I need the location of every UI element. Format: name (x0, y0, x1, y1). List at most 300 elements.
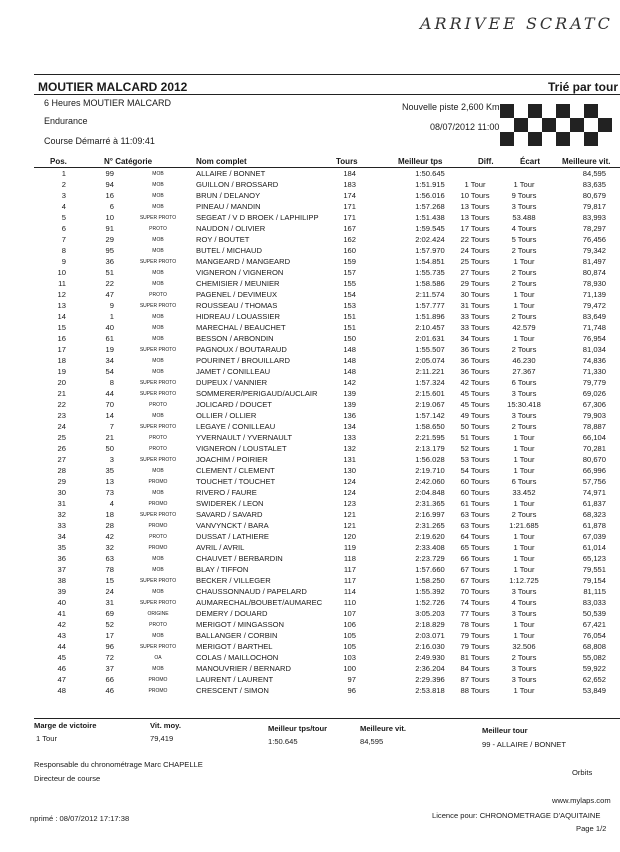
cell-pos: 18 (57, 356, 66, 365)
cell-ecart: 6 Tours (511, 378, 537, 387)
cell-name: MARECHAL / BEAUCHET (196, 323, 286, 332)
cell-tours: 131 (343, 455, 356, 464)
cell-best: 2:21.595 (415, 433, 445, 442)
cell-pos: 17 (57, 345, 66, 354)
cell-vit: 67,039 (582, 532, 606, 541)
cell-diff: 63 Tours (460, 510, 490, 519)
cell-vit: 79,342 (582, 246, 606, 255)
cell-cat: OA (154, 655, 162, 661)
cell-ecart: 1 Tour (513, 620, 535, 629)
cell-vit: 59,922 (582, 664, 606, 673)
cell-best: 2:18.829 (415, 620, 445, 629)
cell-num: 44 (105, 389, 114, 398)
cell-tours: 171 (343, 202, 356, 211)
race-datetime: 08/07/2012 11:00 (430, 122, 500, 132)
table-row (0, 224, 620, 235)
cell-tours: 142 (343, 378, 356, 387)
cell-diff: 10 Tours (460, 191, 490, 200)
cell-cat: SUPER PROTO (139, 347, 177, 353)
cell-vit: 84,595 (582, 169, 606, 178)
cell-tours: 117 (343, 565, 356, 574)
cell-tours: 183 (343, 180, 356, 189)
cell-name: HIDREAU / LOUASSIER (196, 312, 280, 321)
cell-diff: 65 Tours (460, 543, 490, 552)
cell-best: 1:52.726 (415, 598, 445, 607)
table-row (0, 279, 620, 290)
cell-vit: 79,472 (582, 301, 606, 310)
cell-cat: MOB (152, 193, 164, 199)
cell-cat: MOB (152, 589, 164, 595)
cell-best: 1:57.777 (415, 301, 445, 310)
cell-pos: 24 (57, 422, 66, 431)
cell-name: MANOUVRIER / BERNARD (196, 664, 291, 673)
table-row (0, 312, 620, 323)
best-speed-label: Meilleure vit. (360, 724, 407, 733)
cell-name: PINEAU / MANDIN (196, 202, 261, 211)
cell-cat: MOB (152, 490, 164, 496)
cell-cat: MOB (152, 248, 164, 254)
cell-num: 31 (105, 598, 114, 607)
cell-cat: MOB (152, 556, 164, 562)
col-best: Meilleur tps (398, 157, 443, 166)
table-row (0, 444, 620, 455)
cell-best: 1:51.896 (415, 312, 445, 321)
cell-vit: 80,670 (582, 455, 606, 464)
best-speed-value: 84,595 (360, 737, 384, 746)
cell-cat: MOB (152, 468, 164, 474)
table-row (0, 400, 620, 411)
cell-name: ROY / BOUTET (196, 235, 250, 244)
cell-num: 8 (109, 378, 114, 387)
cell-pos: 34 (57, 532, 66, 541)
cell-diff: 77 Tours (460, 609, 490, 618)
table-row (0, 213, 620, 224)
cell-num: 34 (105, 356, 114, 365)
cell-num: 73 (105, 488, 114, 497)
cell-vit: 74,836 (582, 356, 606, 365)
cell-num: 29 (105, 235, 114, 244)
cell-ecart: 2 Tours (511, 312, 537, 321)
cell-vit: 76,054 (582, 631, 606, 640)
table-row (0, 653, 620, 664)
cell-best: 2:31.265 (415, 521, 445, 530)
licence: Licence pour: CHRONOMETRAGE D'AQUITAINE (432, 811, 601, 820)
cell-ecart: 1 Tour (513, 433, 535, 442)
cell-ecart: 1 Tour (513, 532, 535, 541)
cell-pos: 10 (57, 268, 66, 277)
table-row (0, 191, 620, 202)
cell-cat: SUPER PROTO (139, 457, 177, 463)
cell-vit: 66,996 (582, 466, 606, 475)
website: www.mylaps.com (552, 796, 611, 805)
table-row (0, 345, 620, 356)
cell-name: PAGENEL / DEVIMEUX (196, 290, 278, 299)
table-row (0, 389, 620, 400)
cell-name: TOUCHET / TOUCHET (196, 477, 276, 486)
cell-best: 1:57.324 (415, 378, 445, 387)
cell-best: 1:59.545 (415, 224, 445, 233)
cell-num: 50 (105, 444, 114, 453)
cell-num: 22 (105, 279, 114, 288)
cell-tours: 136 (343, 411, 356, 420)
cell-ecart: 3 Tours (511, 202, 537, 211)
cell-vit: 68,323 (582, 510, 606, 519)
cell-diff: 33 Tours (460, 312, 490, 321)
cell-name: ROUSSEAU / THOMAS (196, 301, 278, 310)
cell-tours: 151 (343, 323, 356, 332)
cell-cat: MOB (152, 633, 164, 639)
cell-cat: SUPER PROTO (139, 644, 177, 650)
table-row (0, 609, 620, 620)
cell-vit: 55,082 (582, 653, 606, 662)
table-row (0, 455, 620, 466)
cell-pos: 11 (58, 279, 66, 288)
cell-tours: 159 (343, 257, 356, 266)
cell-pos: 39 (57, 587, 66, 596)
cell-cat: PROTO (149, 622, 167, 628)
cell-vit: 81,034 (582, 345, 606, 354)
cell-vit: 83,635 (582, 180, 606, 189)
cell-cat: PROTO (149, 402, 167, 408)
cell-num: 42 (105, 532, 114, 541)
cell-diff: 22 Tours (460, 235, 490, 244)
race-start: Course Démarré à 11:09:41 (44, 136, 155, 146)
checkered-flag-icon (500, 104, 620, 146)
cell-diff: 29 Tours (460, 279, 490, 288)
cell-cat: PROTO (149, 446, 167, 452)
cell-cat: PROMO (148, 545, 168, 551)
table-row (0, 290, 620, 301)
cell-ecart: 1 Tour (513, 301, 535, 310)
cell-name: AUMARECHAL/BOUBET/AUMAREC (196, 598, 323, 607)
cell-vit: 68,808 (582, 642, 606, 651)
table-row (0, 180, 620, 191)
cell-pos: 20 (57, 378, 66, 387)
margin-label: Marge de victoire (34, 721, 97, 730)
cell-tours: 120 (343, 532, 356, 541)
table-row (0, 246, 620, 257)
cell-diff: 36 Tours (460, 345, 490, 354)
cell-pos: 23 (57, 411, 66, 420)
cell-cat: MOB (152, 171, 164, 177)
cell-name: JOLICARD / DOUCET (196, 400, 272, 409)
cell-tours: 123 (343, 499, 356, 508)
best-lap-value: 1:50.645 (268, 737, 298, 746)
table-row (0, 521, 620, 532)
cell-ecart: 4 Tours (511, 224, 537, 233)
cell-vit: 71,748 (582, 323, 606, 332)
cell-num: 1 (109, 312, 114, 321)
table-row (0, 477, 620, 488)
cell-tours: 148 (343, 356, 356, 365)
cell-cat: MOB (152, 413, 164, 419)
table-row (0, 169, 620, 180)
cell-tours: 105 (343, 631, 356, 640)
cell-tours: 121 (343, 510, 356, 519)
cell-tours: 106 (343, 620, 356, 629)
cell-num: 10 (105, 213, 114, 222)
cell-ecart: 2 Tours (511, 345, 537, 354)
cell-name: LAURENT / LAURENT (196, 675, 274, 684)
col-ecart: Écart (520, 157, 541, 166)
cell-pos: 3 (61, 191, 66, 200)
cell-diff: 50 Tours (460, 422, 490, 431)
cell-pos: 47 (57, 675, 66, 684)
cell-best: 2:19.710 (415, 466, 445, 475)
cell-ecart: 1 Tour (513, 631, 535, 640)
cell-num: 24 (105, 587, 114, 596)
cell-diff: 66 Tours (460, 554, 490, 563)
cell-pos: 33 (57, 521, 66, 530)
top-rule (34, 74, 620, 75)
table-row (0, 576, 620, 587)
cell-vit: 76,954 (582, 334, 606, 343)
cell-name: YVERNAULT / YVERNAULT (196, 433, 293, 442)
cell-tours: 154 (343, 290, 356, 299)
cell-best: 2:19.620 (415, 532, 445, 541)
race-director: Directeur de course (34, 774, 101, 783)
cell-vit: 67,306 (582, 400, 606, 409)
cell-pos: 40 (57, 598, 66, 607)
cell-name: ALLAIRE / BONNET (196, 169, 266, 178)
cell-pos: 29 (57, 477, 66, 486)
cell-tours: 160 (343, 246, 356, 255)
cell-ecart: 2 Tours (511, 279, 537, 288)
cell-num: 66 (105, 675, 114, 684)
cell-num: 70 (105, 400, 114, 409)
cell-num: 17 (105, 631, 114, 640)
cell-ecart: 2 Tours (511, 422, 537, 431)
cell-ecart: 33.452 (512, 488, 536, 497)
cell-tours: 114 (343, 587, 356, 596)
table-row (0, 510, 620, 521)
cell-ecart: 1 Tour (513, 444, 535, 453)
cell-diff: 17 Tours (460, 224, 490, 233)
cell-diff: 49 Tours (460, 411, 490, 420)
cell-cat: MOB (152, 237, 164, 243)
cell-cat: MOB (152, 336, 164, 342)
cell-num: 69 (105, 609, 114, 618)
cell-best: 1:57.970 (415, 246, 445, 255)
table-row (0, 598, 620, 609)
cell-cat: SUPER PROTO (139, 303, 177, 309)
cell-best: 1:57.660 (415, 565, 445, 574)
cell-num: 35 (105, 466, 114, 475)
cell-cat: SUPER PROTO (139, 512, 177, 518)
cell-name: BESSON / ARBONDIN (196, 334, 274, 343)
cell-ecart: 1 Tour (513, 466, 535, 475)
cell-diff: 60 Tours (460, 477, 490, 486)
cell-best: 2:03.071 (415, 631, 445, 640)
cell-vit: 83,649 (582, 312, 606, 321)
avg-label: Vit. moy. (150, 721, 181, 730)
cell-name: BALLANGER / CORBIN (196, 631, 278, 640)
cell-cat: MOB (152, 270, 164, 276)
cell-best: 1:57.268 (415, 202, 445, 211)
cell-diff: 63 Tours (460, 521, 490, 530)
cell-num: 96 (105, 642, 114, 651)
cell-best: 2:42.060 (415, 477, 445, 486)
cell-ecart: 42.579 (512, 323, 536, 332)
cell-num: 47 (105, 290, 114, 299)
cell-cat: SUPER PROTO (139, 600, 177, 606)
cell-cat: ORIGINE (147, 611, 169, 617)
cell-pos: 37 (57, 565, 66, 574)
cell-diff: 81 Tours (460, 653, 490, 662)
cell-name: RIVERO / FAURE (196, 488, 257, 497)
cell-ecart: 1 Tour (513, 686, 535, 695)
race-name: 6 Heures MOUTIER MALCARD (44, 98, 172, 108)
cell-name: SWIDEREK / LEON (196, 499, 264, 508)
table-row (0, 356, 620, 367)
cell-name: VIGNERON / VIGNERON (196, 268, 284, 277)
table-row (0, 532, 620, 543)
table-row (0, 686, 620, 697)
sort-label: Trié par tour (547, 80, 618, 94)
cell-tours: 134 (343, 422, 356, 431)
cell-diff: 42 Tours (460, 378, 490, 387)
cell-name: DUSSAT / LATHIERE (196, 532, 269, 541)
best-tour-label: Meilleur tour (482, 726, 528, 735)
table-row (0, 554, 620, 565)
margin-value: 1 Tour (36, 734, 57, 743)
cell-diff: 87 Tours (460, 675, 490, 684)
cell-num: 7 (109, 422, 114, 431)
cell-best: 1:55.735 (415, 268, 445, 277)
cell-best: 2:11.221 (415, 367, 445, 376)
cell-diff: 67 Tours (460, 565, 490, 574)
cell-cat: SUPER PROTO (139, 424, 177, 430)
cell-cat: PROMO (148, 688, 168, 694)
table-row (0, 202, 620, 213)
cell-best: 1:57.142 (415, 411, 445, 420)
cell-vit: 53,849 (582, 686, 606, 695)
cell-tours: 100 (343, 664, 356, 673)
cell-name: DUPEUX / VANNIER (196, 378, 268, 387)
cell-vit: 79,817 (582, 202, 606, 211)
cell-tours: 132 (343, 444, 356, 453)
cell-pos: 6 (61, 224, 66, 233)
cell-vit: 78,297 (582, 224, 606, 233)
cell-diff: 88 Tours (460, 686, 490, 695)
cell-name: DEMERY / DOUARD (196, 609, 268, 618)
cell-name: VIGNERON / LOUSTALET (196, 444, 287, 453)
cell-diff: 78 Tours (460, 620, 490, 629)
cell-tours: 148 (343, 345, 356, 354)
cell-cat: MOB (152, 666, 164, 672)
cell-diff: 36 Tours (460, 367, 490, 376)
cell-vit: 62,652 (582, 675, 606, 684)
cell-tours: 97 (347, 675, 356, 684)
cell-name: POURINET / BROUILLARD (196, 356, 290, 365)
cell-vit: 79,551 (582, 565, 606, 574)
cell-vit: 67,421 (582, 620, 606, 629)
cell-ecart: 3 Tours (511, 389, 537, 398)
cell-pos: 43 (57, 631, 66, 640)
table-row (0, 587, 620, 598)
table-row (0, 268, 620, 279)
cell-cat: MOB (152, 182, 164, 188)
cell-best: 2:31.365 (415, 499, 445, 508)
best-tour-value: 99 - ALLAIRE / BONNET (482, 740, 566, 749)
cell-pos: 13 (57, 301, 66, 310)
cell-tours: 171 (343, 213, 356, 222)
cell-best: 2:29.396 (415, 675, 445, 684)
cell-ecart: 3 Tours (511, 675, 537, 684)
cell-diff: 51 Tours (460, 433, 490, 442)
cell-pos: 4 (61, 202, 66, 211)
cell-best: 2:16.997 (415, 510, 445, 519)
cell-best: 2:02.424 (415, 235, 445, 244)
cell-vit: 69,026 (582, 389, 606, 398)
cell-num: 54 (105, 367, 114, 376)
cell-pos: 21 (57, 389, 66, 398)
cell-vit: 78,887 (582, 422, 606, 431)
cell-tours: 121 (343, 521, 356, 530)
cell-num: 18 (105, 510, 114, 519)
cell-best: 1:55.507 (415, 345, 445, 354)
cell-pos: 8 (61, 246, 66, 255)
cell-vit: 61,014 (582, 543, 606, 552)
printed-date: nprimé : 08/07/2012 17:17:38 (30, 814, 130, 823)
cell-vit: 79,154 (582, 576, 606, 585)
table-row (0, 367, 620, 378)
footer-rule (34, 718, 620, 719)
cell-cat: MOB (152, 281, 164, 287)
cell-vit: 81,497 (582, 257, 606, 266)
cell-best: 1:56.016 (415, 191, 445, 200)
table-row (0, 499, 620, 510)
cell-pos: 26 (57, 444, 66, 453)
handwritten-note: ARRIVEE SCRATC (420, 14, 613, 33)
cell-diff: 25 Tours (460, 257, 490, 266)
cell-cat: PROMO (148, 677, 168, 683)
cell-diff: 1 Tour (464, 180, 486, 189)
cell-tours: 107 (343, 609, 356, 618)
cell-vit: 71,139 (582, 290, 606, 299)
cell-ecart: 1 Tour (513, 554, 535, 563)
cell-name: SEGEAT / V D BROEK / LAPHILIPP (196, 213, 319, 222)
cell-name: COLAS / MAILLOCHON (196, 653, 279, 662)
cell-ecart: 1:12.725 (509, 576, 539, 585)
cell-ecart: 1 Tour (513, 543, 535, 552)
cell-cat: MOB (152, 204, 164, 210)
cell-ecart: 1 Tour (513, 565, 535, 574)
cell-ecart: 9 Tours (511, 191, 537, 200)
cell-ecart: 5 Tours (511, 235, 537, 244)
cell-name: BRUN / DELANOY (196, 191, 261, 200)
cell-diff: 67 Tours (460, 576, 490, 585)
cell-name: VANVYNCKT / BARA (196, 521, 269, 530)
cell-ecart: 1 Tour (513, 257, 535, 266)
cell-best: 1:58.586 (415, 279, 445, 288)
cell-ecart: 1 Tour (513, 499, 535, 508)
cell-cat: PROTO (149, 226, 167, 232)
cell-best: 2:15.601 (415, 389, 445, 398)
cell-cat: MOB (152, 314, 164, 320)
cell-pos: 46 (57, 664, 66, 673)
cell-vit: 79,903 (582, 411, 606, 420)
col-pos: Pos. (50, 157, 67, 166)
cell-best: 1:50.645 (415, 169, 445, 178)
cell-ecart: 53.488 (512, 213, 536, 222)
cell-tours: 155 (343, 279, 356, 288)
cell-tours: 133 (343, 433, 356, 442)
cell-ecart: 3 Tours (511, 664, 537, 673)
cell-diff: 24 Tours (460, 246, 490, 255)
cell-cat: PROTO (149, 534, 167, 540)
cell-name: CRESCENT / SIMON (196, 686, 269, 695)
